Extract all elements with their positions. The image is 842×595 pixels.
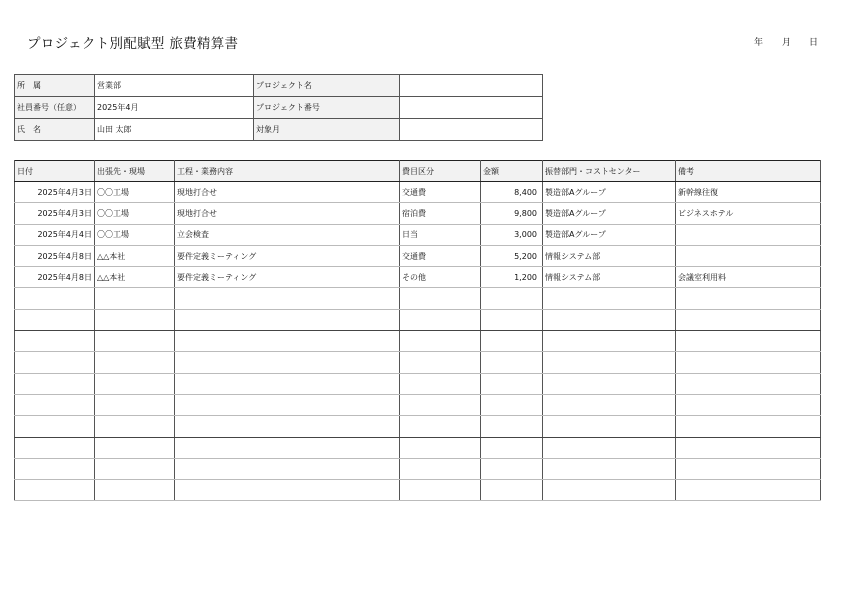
header-destination: 出張先・現場 <box>95 161 175 182</box>
cell-work[interactable] <box>175 288 400 309</box>
cell-cost-center[interactable] <box>543 373 676 394</box>
cell-cost-center[interactable] <box>543 458 676 479</box>
cell-amount[interactable]: 3,000 <box>481 224 543 245</box>
cell-remarks[interactable] <box>676 309 821 330</box>
cell-date[interactable]: 2025年4月8日 <box>15 245 95 266</box>
name-label: 氏 名 <box>15 119 95 141</box>
cell-destination[interactable] <box>95 352 175 373</box>
cell-remarks[interactable] <box>676 352 821 373</box>
cell-remarks[interactable] <box>676 394 821 415</box>
cell-destination[interactable] <box>95 373 175 394</box>
cell-work[interactable]: 現地打合せ <box>175 203 400 224</box>
cell-remarks[interactable] <box>676 373 821 394</box>
year-label: 年 <box>754 38 764 48</box>
cell-destination[interactable]: 〇〇工場 <box>95 182 175 203</box>
cell-cost-center[interactable] <box>543 288 676 309</box>
cell-destination[interactable] <box>95 416 175 437</box>
cell-amount[interactable] <box>481 373 543 394</box>
cell-date[interactable] <box>15 394 95 415</box>
cell-cost-center[interactable] <box>543 480 676 501</box>
table-row <box>15 267 821 288</box>
cell-cost-center[interactable] <box>543 437 676 458</box>
cell-category[interactable] <box>400 416 481 437</box>
cell-date[interactable] <box>15 373 95 394</box>
cell-date[interactable]: 2025年4月3日 <box>15 203 95 224</box>
project-no-field[interactable] <box>400 97 543 119</box>
cell-category[interactable] <box>400 352 481 373</box>
cell-work[interactable] <box>175 480 400 501</box>
header-work: 工程・業務内容 <box>175 161 400 182</box>
month-label: 月 <box>782 38 792 48</box>
cell-cost-center[interactable] <box>543 309 676 330</box>
cell-work[interactable] <box>175 352 400 373</box>
cell-date[interactable]: 2025年4月4日 <box>15 224 95 245</box>
cell-remarks[interactable] <box>676 458 821 479</box>
cell-destination[interactable]: 〇〇工場 <box>95 203 175 224</box>
cell-amount[interactable] <box>481 288 543 309</box>
cell-date[interactable] <box>15 480 95 501</box>
cell-cost-center[interactable]: 情報システム部 <box>543 267 676 288</box>
cell-work[interactable] <box>175 309 400 330</box>
cell-amount[interactable] <box>481 416 543 437</box>
cell-category[interactable] <box>400 331 481 352</box>
info-row-dept <box>15 75 543 97</box>
cell-date[interactable] <box>15 416 95 437</box>
expense-table <box>14 160 821 501</box>
header-cost-center: 振替部門・コストセンター <box>543 161 676 182</box>
cell-cost-center[interactable]: 製造部Aグループ <box>543 224 676 245</box>
cell-remarks[interactable] <box>676 331 821 352</box>
table-row <box>15 331 821 352</box>
cell-work[interactable] <box>175 437 400 458</box>
cell-remarks[interactable] <box>676 288 821 309</box>
cell-category[interactable] <box>400 437 481 458</box>
cell-work[interactable] <box>175 458 400 479</box>
table-row <box>15 416 821 437</box>
cell-work[interactable] <box>175 331 400 352</box>
table-row <box>15 182 821 203</box>
cell-date[interactable] <box>15 437 95 458</box>
cell-destination[interactable]: △△本社 <box>95 245 175 266</box>
cell-date[interactable] <box>15 309 95 330</box>
table-row <box>15 288 821 309</box>
cell-work[interactable]: 現地打合せ <box>175 182 400 203</box>
header-date: 日付 <box>15 161 95 182</box>
cell-destination[interactable] <box>95 458 175 479</box>
table-header-row <box>15 161 821 182</box>
cell-category[interactable] <box>400 458 481 479</box>
cell-category[interactable]: 日当 <box>400 224 481 245</box>
cell-category[interactable] <box>400 394 481 415</box>
cell-date[interactable] <box>15 352 95 373</box>
cell-date[interactable] <box>15 331 95 352</box>
cell-work[interactable]: 要件定義ミーティング <box>175 267 400 288</box>
table-row <box>15 480 821 501</box>
cell-date[interactable]: 2025年4月3日 <box>15 182 95 203</box>
cell-category[interactable]: 交通費 <box>400 182 481 203</box>
cell-remarks[interactable] <box>676 480 821 501</box>
cell-category[interactable] <box>400 288 481 309</box>
header-remarks: 備考 <box>676 161 821 182</box>
cell-amount[interactable] <box>481 309 543 330</box>
cell-amount[interactable]: 9,800 <box>481 203 543 224</box>
cell-remarks[interactable] <box>676 437 821 458</box>
cell-work[interactable]: 要件定義ミーティング <box>175 245 400 266</box>
cell-remarks[interactable]: ビジネスホテル <box>676 203 821 224</box>
cell-cost-center[interactable]: 製造部Aグループ <box>543 203 676 224</box>
project-name-field[interactable] <box>400 75 543 97</box>
employee-no-label: 社員番号（任意） <box>15 97 95 119</box>
cell-remarks[interactable]: 新幹線往復 <box>676 182 821 203</box>
cell-remarks[interactable] <box>676 416 821 437</box>
info-table <box>14 74 543 141</box>
cell-amount[interactable] <box>481 331 543 352</box>
cell-remarks[interactable] <box>676 245 821 266</box>
info-row-name <box>15 119 543 141</box>
header-category: 費目区分 <box>400 161 481 182</box>
cell-destination[interactable] <box>95 394 175 415</box>
project-name-label: プロジェクト名 <box>254 75 400 97</box>
cell-destination[interactable] <box>95 480 175 501</box>
cell-cost-center[interactable] <box>543 352 676 373</box>
cell-date[interactable]: 2025年4月8日 <box>15 267 95 288</box>
employee-no-field[interactable]: 2025年4月 <box>95 97 254 119</box>
target-month-field[interactable] <box>400 119 543 141</box>
day-label: 日 <box>809 38 819 48</box>
cell-work[interactable]: 立会検査 <box>175 224 400 245</box>
table-row <box>15 352 821 373</box>
cell-amount[interactable] <box>481 480 543 501</box>
cell-category[interactable] <box>400 309 481 330</box>
table-row <box>15 394 821 415</box>
header-amount: 金額 <box>481 161 543 182</box>
cell-category[interactable]: 交通費 <box>400 245 481 266</box>
table-row <box>15 224 821 245</box>
cell-cost-center[interactable] <box>543 416 676 437</box>
dept-field[interactable]: 営業部 <box>95 75 254 97</box>
cell-cost-center[interactable]: 情報システム部 <box>543 245 676 266</box>
table-row <box>15 309 821 330</box>
cell-work[interactable] <box>175 373 400 394</box>
cell-cost-center[interactable] <box>543 331 676 352</box>
cell-amount[interactable] <box>481 352 543 373</box>
cell-destination[interactable] <box>95 437 175 458</box>
table-row <box>15 245 821 266</box>
cell-remarks[interactable]: 会議室利用料 <box>676 267 821 288</box>
table-row <box>15 437 821 458</box>
cell-destination[interactable]: △△本社 <box>95 267 175 288</box>
cell-category[interactable]: その他 <box>400 267 481 288</box>
dept-label: 所 属 <box>15 75 95 97</box>
cell-amount[interactable] <box>481 437 543 458</box>
cell-cost-center[interactable]: 製造部Aグループ <box>543 182 676 203</box>
name-field[interactable]: 山田 太郎 <box>95 119 254 141</box>
info-row-employee <box>15 97 543 119</box>
cell-amount[interactable] <box>481 458 543 479</box>
table-row <box>15 373 821 394</box>
cell-amount[interactable] <box>481 394 543 415</box>
cell-category[interactable]: 宿泊費 <box>400 203 481 224</box>
cell-destination[interactable] <box>95 331 175 352</box>
table-row <box>15 458 821 479</box>
cell-destination[interactable]: 〇〇工場 <box>95 224 175 245</box>
cell-amount[interactable]: 5,200 <box>481 245 543 266</box>
cell-destination[interactable] <box>95 288 175 309</box>
cell-work[interactable] <box>175 394 400 415</box>
cell-remarks[interactable] <box>676 224 821 245</box>
cell-cost-center[interactable] <box>543 394 676 415</box>
document-title: プロジェクト別配賦型 旅費精算書 <box>27 36 239 52</box>
project-no-label: プロジェクト番号 <box>254 97 400 119</box>
table-row <box>15 203 821 224</box>
target-month-label: 対象月 <box>254 119 400 141</box>
cell-amount[interactable]: 8,400 <box>481 182 543 203</box>
cell-category[interactable] <box>400 480 481 501</box>
cell-date[interactable] <box>15 458 95 479</box>
cell-amount[interactable]: 1,200 <box>481 267 543 288</box>
cell-destination[interactable] <box>95 309 175 330</box>
cell-category[interactable] <box>400 373 481 394</box>
cell-work[interactable] <box>175 416 400 437</box>
cell-date[interactable] <box>15 288 95 309</box>
